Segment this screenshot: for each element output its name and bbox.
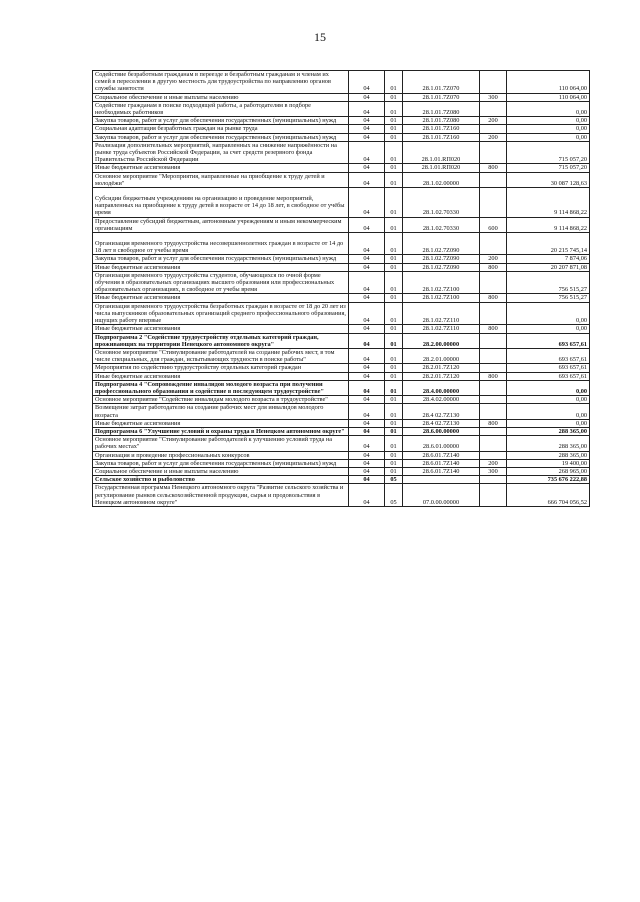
row-name: Подпрограмма 2 "Содействие трудоустройству отдельных категорий граждан, проживающих на территории Ненецкого автономного округа": [93, 333, 349, 348]
row-target-code: 28.1.02.7Z110: [403, 302, 480, 325]
row-section: 04: [349, 476, 385, 484]
row-section: 04: [349, 333, 385, 348]
table-row: [93, 484, 590, 507]
row-section: 04: [349, 325, 385, 333]
row-name: Закупка товаров, работ и услуг для обеспечения государственных (муниципальных) нужд: [93, 459, 349, 467]
row-target-code: 28.2.01.7Z120: [403, 364, 480, 372]
row-expense-type: 800: [480, 164, 507, 172]
row-name: Основное мероприятие "Стимулирование работодателей к улучшению условий труда на рабочих местах": [93, 436, 349, 451]
row-section: 04: [349, 294, 385, 302]
table-row: [93, 188, 590, 218]
table-row: [93, 333, 590, 348]
row-target-code: 28.1.01.RП020: [403, 164, 480, 172]
row-expense-type: 800: [480, 419, 507, 427]
row-subsection: 01: [385, 263, 403, 271]
table-row: [93, 372, 590, 380]
row-target-code: 28.1.01.7Z160: [403, 133, 480, 141]
table-row: [93, 164, 590, 172]
row-amount: 756 515,27: [507, 294, 590, 302]
row-name: Социальная адаптация безработных граждан на рынке труда: [93, 125, 349, 133]
row-amount: 20 207 871,08: [507, 263, 590, 271]
row-subsection: 01: [385, 302, 403, 325]
row-amount: 288 365,00: [507, 436, 590, 451]
row-section: 04: [349, 419, 385, 427]
row-expense-type: [480, 188, 507, 218]
row-section: 04: [349, 436, 385, 451]
row-subsection: 01: [385, 93, 403, 101]
table-row: [93, 427, 590, 435]
row-expense-type: [480, 436, 507, 451]
row-section: 04: [349, 141, 385, 164]
row-subsection: 01: [385, 404, 403, 419]
row-amount: 0,00: [507, 404, 590, 419]
row-amount: 110 064,00: [507, 71, 590, 94]
row-target-code: 28.1.02.7Z090: [403, 263, 480, 271]
row-subsection: 01: [385, 141, 403, 164]
table-row: [93, 396, 590, 404]
row-section: 04: [349, 172, 385, 187]
row-section: 04: [349, 164, 385, 172]
table-row: [93, 325, 590, 333]
row-target-code: 28.6.01.7Z140: [403, 451, 480, 459]
row-target-code: 28.2.01.00000: [403, 348, 480, 363]
row-expense-type: [480, 404, 507, 419]
row-name: Основное мероприятие "Содействие инвалидам молодого возраста в трудоустройстве": [93, 396, 349, 404]
table-row: [93, 133, 590, 141]
row-section: 04: [349, 271, 385, 294]
row-expense-type: [480, 271, 507, 294]
row-target-code: 28.1.01.7Z070: [403, 93, 480, 101]
row-target-code: [403, 476, 480, 484]
row-subsection: 01: [385, 396, 403, 404]
row-target-code: 28.6.01.00000: [403, 436, 480, 451]
row-expense-type: [480, 396, 507, 404]
row-name: Иные бюджетные ассигнования: [93, 372, 349, 380]
row-amount: 756 515,27: [507, 271, 590, 294]
row-amount: 693 657,61: [507, 333, 590, 348]
row-expense-type: [480, 348, 507, 363]
row-target-code: 28.2.00.00000: [403, 333, 480, 348]
row-expense-type: [480, 101, 507, 116]
row-subsection: 01: [385, 419, 403, 427]
row-subsection: 01: [385, 133, 403, 141]
row-name: Содействие гражданам в поиске подходящей работы, а работодателям в подборе необходимых работников: [93, 101, 349, 116]
table-row: [93, 348, 590, 363]
row-section: 04: [349, 484, 385, 507]
row-subsection: 01: [385, 101, 403, 116]
row-expense-type: [480, 364, 507, 372]
row-subsection: 05: [385, 484, 403, 507]
row-section: 04: [349, 233, 385, 255]
row-subsection: 01: [385, 271, 403, 294]
row-subsection: 01: [385, 164, 403, 172]
row-subsection: 01: [385, 364, 403, 372]
table-row: [93, 141, 590, 164]
row-target-code: 28.4 02.7Z130: [403, 404, 480, 419]
row-section: 04: [349, 117, 385, 125]
row-section: 04: [349, 302, 385, 325]
row-amount: 30 087 128,63: [507, 172, 590, 187]
row-name: Социальное обеспечение и иные выплаты населению: [93, 93, 349, 101]
row-amount: 0,00: [507, 101, 590, 116]
row-amount: 715 057,20: [507, 141, 590, 164]
row-expense-type: [480, 302, 507, 325]
row-subsection: 01: [385, 372, 403, 380]
row-subsection: 01: [385, 71, 403, 94]
row-section: 04: [349, 101, 385, 116]
row-subsection: 01: [385, 255, 403, 263]
row-subsection: 01: [385, 380, 403, 395]
row-amount: 9 114 868,22: [507, 217, 590, 232]
row-name: Подпрограмма 6 "Улучшение условий и охраны труда в Ненецком автономном округе": [93, 427, 349, 435]
row-amount: 268 965,00: [507, 467, 590, 475]
row-subsection: 01: [385, 172, 403, 187]
row-target-code: 28.4 02.7Z130: [403, 419, 480, 427]
row-expense-type: 600: [480, 217, 507, 232]
row-amount: 693 657,61: [507, 364, 590, 372]
row-section: 04: [349, 364, 385, 372]
row-expense-type: 800: [480, 263, 507, 271]
row-name: Сельское хозяйство и рыболовство: [93, 476, 349, 484]
row-name: Закупка товаров, работ и услуг для обеспечения государственных (муниципальных) нужд: [93, 133, 349, 141]
row-name: Мероприятия по содействию трудоустройству отдельных категорий граждан: [93, 364, 349, 372]
row-name: Иные бюджетные ассигнования: [93, 263, 349, 271]
table-row: [93, 476, 590, 484]
row-target-code: 28.1.02.7Z100: [403, 271, 480, 294]
row-target-code: 07.0.00.00000: [403, 484, 480, 507]
row-amount: 693 657,61: [507, 348, 590, 363]
row-name: Субсидии бюджетным учреждениям на организацию и проведение мероприятий, направленных на приобщение к труду детей в возрасте от 14 до 18 лет, в свободное от учёбы время: [93, 188, 349, 218]
row-target-code: 28.6.00.00000: [403, 427, 480, 435]
row-amount: 0,00: [507, 302, 590, 325]
row-amount: 0,00: [507, 125, 590, 133]
table-row: [93, 172, 590, 187]
row-expense-type: [480, 476, 507, 484]
row-name: Основное мероприятие "Мероприятия, направленные на приобщение к труду детей и молодёжи": [93, 172, 349, 187]
table-row: [93, 271, 590, 294]
row-expense-type: 300: [480, 93, 507, 101]
row-name: Основное мероприятие "Стимулирование работодателей на создание рабочих мест, в том числе специальных, для граждан, испытывающих трудности в поиске работы": [93, 348, 349, 363]
table-row: [93, 302, 590, 325]
row-subsection: 01: [385, 467, 403, 475]
row-name: Иные бюджетные ассигнования: [93, 294, 349, 302]
table-body: [93, 71, 590, 507]
table-row: [93, 451, 590, 459]
row-subsection: 01: [385, 333, 403, 348]
row-expense-type: 800: [480, 294, 507, 302]
table-row: [93, 419, 590, 427]
row-target-code: 28.4.00.00000: [403, 380, 480, 395]
row-section: 04: [349, 188, 385, 218]
row-subsection: 01: [385, 348, 403, 363]
row-target-code: 28.1.02.70330: [403, 217, 480, 232]
row-amount: 7 874,06: [507, 255, 590, 263]
row-expense-type: 200: [480, 255, 507, 263]
table-row: [93, 436, 590, 451]
row-name: Иные бюджетные ассигнования: [93, 419, 349, 427]
row-amount: 288 365,00: [507, 427, 590, 435]
row-subsection: 01: [385, 125, 403, 133]
row-target-code: 28.1.01.7Z080: [403, 117, 480, 125]
table-row: [93, 71, 590, 94]
page-number: 15: [314, 30, 326, 44]
row-name: Возмещение затрат работодателю на создание рабочих мест для инвалидов молодого возраста: [93, 404, 349, 419]
row-name: Иные бюджетные ассигнования: [93, 164, 349, 172]
row-expense-type: 800: [480, 372, 507, 380]
row-amount: 0,00: [507, 117, 590, 125]
row-amount: 0,00: [507, 133, 590, 141]
row-target-code: 28.1.01.7Z160: [403, 125, 480, 133]
row-amount: 693 657,61: [507, 372, 590, 380]
row-amount: 666 704 056,52: [507, 484, 590, 507]
row-expense-type: [480, 233, 507, 255]
budget-table: [92, 70, 590, 507]
row-name: Социальное обеспечение и иные выплаты населению: [93, 467, 349, 475]
table-row: [93, 459, 590, 467]
row-name: Иные бюджетные ассигнования: [93, 325, 349, 333]
row-section: 04: [349, 372, 385, 380]
row-expense-type: [480, 333, 507, 348]
row-expense-type: 200: [480, 133, 507, 141]
row-section: 04: [349, 71, 385, 94]
row-amount: 0,00: [507, 396, 590, 404]
row-section: 04: [349, 125, 385, 133]
row-subsection: 01: [385, 117, 403, 125]
row-subsection: 01: [385, 325, 403, 333]
row-target-code: 28.1.02.7Z090: [403, 255, 480, 263]
row-expense-type: [480, 141, 507, 164]
row-amount: 9 114 868,22: [507, 188, 590, 218]
row-subsection: 01: [385, 436, 403, 451]
row-target-code: 28.1.01.RП020: [403, 141, 480, 164]
row-amount: 19 400,00: [507, 459, 590, 467]
row-section: 04: [349, 217, 385, 232]
row-target-code: 28.2.01.7Z120: [403, 372, 480, 380]
table-row: [93, 255, 590, 263]
table-row: [93, 93, 590, 101]
table-row: [93, 125, 590, 133]
row-expense-type: [480, 380, 507, 395]
row-amount: 0,00: [507, 419, 590, 427]
row-section: 04: [349, 404, 385, 419]
row-section: 04: [349, 348, 385, 363]
row-name: Подпрограмма 4 "Сопровождение инвалидов молодого возраста при получении профессионального образования и содействие в последующем трудоустройстве": [93, 380, 349, 395]
table-row: [93, 263, 590, 271]
row-amount: 0,00: [507, 380, 590, 395]
row-section: 04: [349, 93, 385, 101]
row-name: Государственная программа Ненецкого автономного округа "Развитие сельского хозяйства и регулирование рынков сельскохозяйственной продукции, сырья и продовольствия в Ненецком автономном округе": [93, 484, 349, 507]
row-expense-type: [480, 484, 507, 507]
row-amount: 20 215 745,14: [507, 233, 590, 255]
table-row: [93, 380, 590, 395]
row-name: Закупка товаров, работ и услуг для обеспечения государственных (муниципальных) нужд: [93, 255, 349, 263]
row-subsection: 01: [385, 427, 403, 435]
row-subsection: 01: [385, 188, 403, 218]
row-expense-type: [480, 71, 507, 94]
row-expense-type: 200: [480, 459, 507, 467]
row-name: Предоставление субсидий бюджетным, автономным учреждениям и иным некоммерческим организациям: [93, 217, 349, 232]
row-target-code: 28.1.02.70330: [403, 188, 480, 218]
row-target-code: 28.6.01.7Z140: [403, 467, 480, 475]
row-section: 04: [349, 255, 385, 263]
row-section: 04: [349, 380, 385, 395]
row-subsection: 01: [385, 233, 403, 255]
table-row: [93, 404, 590, 419]
table-row: [93, 101, 590, 116]
row-amount: 0,00: [507, 325, 590, 333]
row-target-code: 28.1.01.7Z070: [403, 71, 480, 94]
row-name: Организация временного трудоустройства студентов, обучающихся по очной форме обучения в образовательных организациях высшего образования или профессиональных образовательных организациях, в свободное от учебы время: [93, 271, 349, 294]
row-subsection: 01: [385, 459, 403, 467]
row-name: Организация временного трудоустройства несовершеннолетних граждан в возрасте от 14 до 18 лет в свободное от учебы время: [93, 233, 349, 255]
row-name: Закупка товаров, работ и услуг для обеспечения государственных (муниципальных) нужд: [93, 117, 349, 125]
row-expense-type: [480, 125, 507, 133]
row-subsection: 05: [385, 476, 403, 484]
table-row: [93, 233, 590, 255]
row-expense-type: [480, 451, 507, 459]
table-row: [93, 117, 590, 125]
row-name: Содействие безработным гражданам в переезде и безработным гражданам и членам их семей в переселении в другую местность для трудоустройства по направлению органов службы занятости: [93, 71, 349, 94]
row-name: Реализация дополнительных мероприятий, направленных на снижение напряжённости на рынке труда субъектов Российской Федерации, за счет средств резервного фонда Правительства Российской Федерации: [93, 141, 349, 164]
row-amount: 715 057,20: [507, 164, 590, 172]
row-subsection: 01: [385, 294, 403, 302]
row-amount: 288 365,00: [507, 451, 590, 459]
row-name: Организация и проведение профессиональных конкурсов: [93, 451, 349, 459]
row-subsection: 01: [385, 451, 403, 459]
row-amount: 735 676 222,88: [507, 476, 590, 484]
row-section: 04: [349, 263, 385, 271]
row-expense-type: 300: [480, 467, 507, 475]
row-section: 04: [349, 451, 385, 459]
row-section: 04: [349, 427, 385, 435]
row-section: 04: [349, 467, 385, 475]
row-expense-type: [480, 427, 507, 435]
row-target-code: 28.1.02.00000: [403, 172, 480, 187]
row-subsection: 01: [385, 217, 403, 232]
row-target-code: 28.1.02.7Z090: [403, 233, 480, 255]
row-amount: 110 064,00: [507, 93, 590, 101]
row-target-code: 28.1.02.7Z110: [403, 325, 480, 333]
row-section: 04: [349, 459, 385, 467]
table-row: [93, 364, 590, 372]
table-row: [93, 294, 590, 302]
table-row: [93, 467, 590, 475]
row-target-code: 28.4.02.00000: [403, 396, 480, 404]
row-section: 04: [349, 396, 385, 404]
row-name: Организация временного трудоустройства безработных граждан в возрасте от 18 до 20 лет из числа выпускников образовательных организаций среднего профессионального образования, ищущих работу впервые: [93, 302, 349, 325]
row-target-code: 28.6.01.7Z140: [403, 459, 480, 467]
row-section: 04: [349, 133, 385, 141]
row-target-code: 28.1.02.7Z100: [403, 294, 480, 302]
row-expense-type: 800: [480, 325, 507, 333]
table-row: [93, 217, 590, 232]
row-expense-type: 200: [480, 117, 507, 125]
row-expense-type: [480, 172, 507, 187]
row-target-code: 28.1.01.7Z080: [403, 101, 480, 116]
